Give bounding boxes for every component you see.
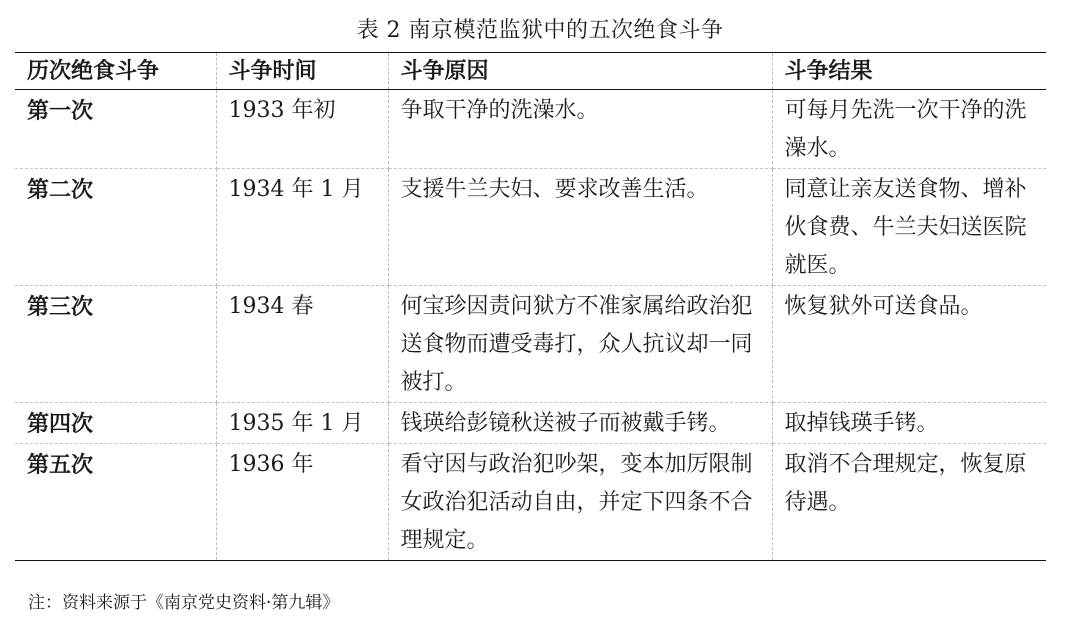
row-time: 1933 年初	[216, 90, 388, 169]
row-result: 恢复狱外可送食品。	[772, 286, 1046, 403]
row-label: 第三次	[15, 286, 216, 403]
row-label: 第二次	[15, 169, 216, 286]
row-cause: 钱瑛给彭镜秋送被子而被戴手铐。	[388, 403, 772, 444]
source-note: 注：资料来源于《南京党史资料·第九辑》	[28, 593, 340, 613]
table-row	[15, 444, 1046, 561]
row-label: 第四次	[15, 403, 216, 444]
row-result: 可每月先洗一次干净的洗澡水。	[772, 90, 1046, 169]
table-row	[15, 90, 1046, 169]
header-strike: 历次绝食斗争	[15, 53, 216, 90]
row-result: 取掉钱瑛手铐。	[772, 403, 1046, 444]
table-row	[15, 169, 1046, 286]
table-row	[15, 286, 1046, 403]
table-header-row	[15, 53, 1046, 90]
row-time: 1936 年	[216, 444, 388, 561]
table-row	[15, 403, 1046, 444]
row-cause: 看守因与政治犯吵架，变本加厉限制女政治犯活动自由，并定下四条不合理规定。	[388, 444, 772, 561]
row-label: 第五次	[15, 444, 216, 561]
table-caption: 表 2 南京模范监狱中的五次绝食斗争	[356, 18, 724, 43]
header-result: 斗争结果	[772, 53, 1046, 90]
row-result: 同意让亲友送食物、增补伙食费、牛兰夫妇送医院就医。	[772, 169, 1046, 286]
row-time: 1935 年 1 月	[216, 403, 388, 444]
row-time: 1934 年 1 月	[216, 169, 388, 286]
row-result: 取消不合理规定，恢复原待遇。	[772, 444, 1046, 561]
row-label: 第一次	[15, 90, 216, 169]
row-cause: 支援牛兰夫妇、要求改善生活。	[388, 169, 772, 286]
row-cause: 争取干净的洗澡水。	[388, 90, 772, 169]
row-time: 1934 春	[216, 286, 388, 403]
hunger-strike-table	[15, 52, 1046, 561]
header-cause: 斗争原因	[388, 53, 772, 90]
header-time: 斗争时间	[216, 53, 388, 90]
row-cause: 何宝珍因责问狱方不准家属给政治犯送食物而遭受毒打，众人抗议却一同被打。	[388, 286, 772, 403]
